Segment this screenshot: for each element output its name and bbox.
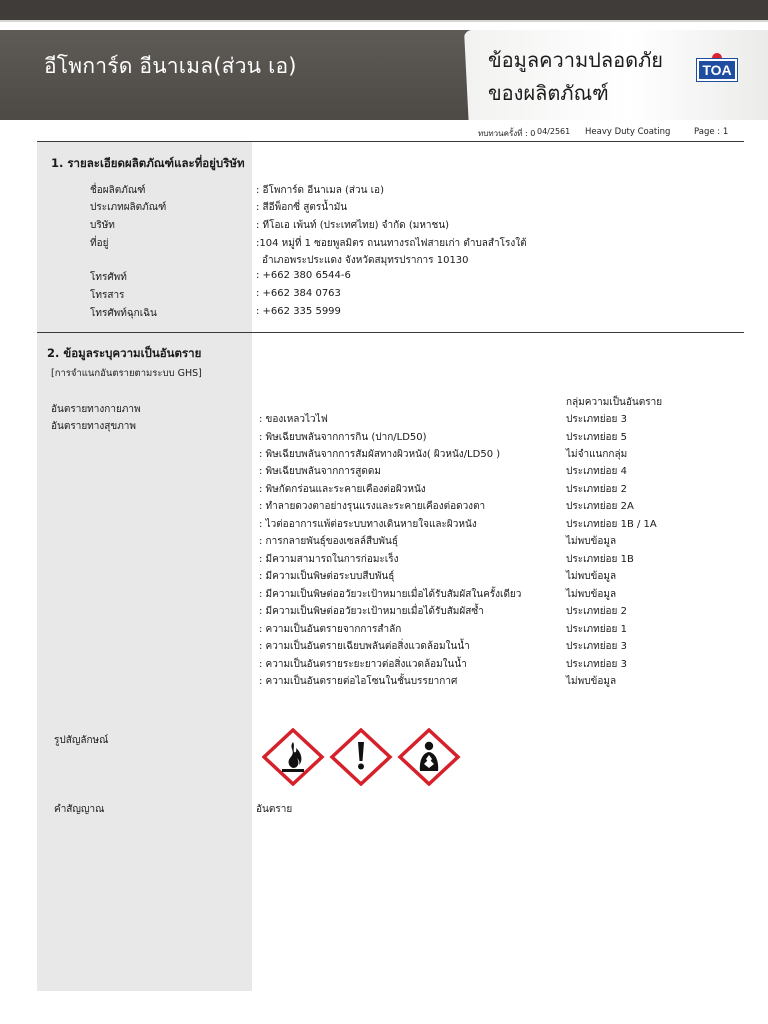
value-address-line2: อำเภอพระประแดง จังหวัดสมุทรปราการ 10130 — [262, 255, 469, 266]
hazard-category: ประเภทย่อย 3 — [566, 659, 627, 670]
value-product-name: : อีโพการ์ด อีนาเมล (ส่วน เอ) — [256, 185, 384, 196]
section2-top-rule — [37, 332, 744, 333]
page-number: Page : 1 — [694, 127, 729, 137]
value-company: : ทีโอเอ เพ้นท์ (ประเทศไทย) จำกัด (มหาชน) — [256, 220, 450, 231]
section2-title: 2. ข้อมูลระบุความเป็นอันตราย — [47, 346, 202, 360]
hazard-category: ประเภทย่อย 2A — [566, 501, 634, 512]
section1-title: 1. รายละเอียดผลิตภัณฑ์และที่อยู่บริษัท — [51, 156, 245, 170]
section2-subtitle: [การจำแนกอันตรายตามระบบ GHS] — [51, 368, 202, 379]
revision-date: 04/2561 — [537, 127, 571, 136]
hazard-category: ประเภทย่อย 1B / 1A — [566, 519, 657, 530]
value-product-type: : สีอีพ็อกซี่ สูตรน้ำมัน — [256, 202, 348, 213]
hazard-category: ประเภทย่อย 2 — [566, 606, 627, 617]
hazard-row: : ของเหลวไวไฟ — [259, 414, 328, 425]
hazard-row: : พิษเฉียบพลันจากการสูดดม — [259, 466, 381, 477]
value-telephone: : +662 380 6544-6 — [256, 270, 351, 281]
ghs-pictograms — [262, 728, 466, 786]
hazard-row: : พิษกัดกร่อนและระคายเคืองต่อผิวหนัง — [259, 484, 426, 495]
health-hazard-label: อันตรายทางสุขภาพ — [51, 421, 137, 432]
hazard-row: : การกลายพันธุ์ของเซลล์สืบพันธุ์ — [259, 536, 398, 547]
hazard-row: : ไวต่ออาการแพ้ต่อระบบทางเดินหายใจและผิวหนัง — [259, 519, 477, 530]
hazard-row: : ความเป็นอันตรายต่อไอโซนในชั้นบรรยากาศ — [259, 676, 458, 687]
hazard-category: ประเภทย่อย 3 — [566, 414, 627, 425]
hazard-category: ประเภทย่อย 2 — [566, 484, 627, 495]
value-address-line1: :104 หมู่ที่ 1 ซอยพูลมิตร ถนนทางรถไฟสายเก่า ตำบลสำโรงใต้ — [256, 238, 527, 249]
hazard-row: : มีความเป็นพิษต่ออวัยวะเป้าหมายเมื่อได้รับสัมผัสซ้ำ — [259, 606, 484, 617]
hazard-row: : พิษเฉียบพลันจากการกิน (ปาก/LD50) — [259, 432, 427, 443]
sds-title — [488, 44, 663, 110]
physical-hazard-label: อันตรายทางกายภาพ — [51, 404, 141, 415]
hazard-category: ประเภทย่อย 3 — [566, 641, 627, 652]
hazard-category: ไม่จำแนกกลุ่ม — [566, 449, 628, 460]
hazard-row: : ความเป็นอันตรายระยะยาวต่อสิ่งแวดล้อมในน้ำ — [259, 659, 467, 670]
hazard-category: ประเภทย่อย 1 — [566, 624, 627, 635]
signal-word-label: คำสัญญาณ — [54, 804, 105, 815]
label-column-background — [37, 141, 252, 991]
label-emergency-phone: โทรศัพท์ฉุกเฉิน — [90, 308, 157, 319]
signal-word-value: อันตราย — [256, 804, 293, 815]
label-address: ที่อยู่ — [90, 238, 109, 249]
hazard-row: : ความเป็นอันตรายจากการสำลัก — [259, 624, 402, 635]
value-fax: : +662 384 0763 — [256, 288, 341, 299]
revision-number: ทบทวนครั้งที่ : 0 — [478, 129, 536, 138]
logo-text: TOA — [697, 59, 737, 81]
hazard-category: ประเภทย่อย 5 — [566, 432, 627, 443]
pictogram-label: รูปสัญลักษณ์ — [54, 735, 109, 746]
flame-icon — [264, 730, 322, 784]
hazard-row: : ทำลายดวงตาอย่างรุนแรงและระคายเคืองต่อดวงตา — [259, 501, 486, 512]
sds-title-line1: ข้อมูลความปลอดภัย — [488, 48, 663, 72]
label-product-type: ประเภทผลิตภัณฑ์ — [90, 202, 167, 213]
label-company: บริษัท — [90, 220, 115, 231]
hazard-category: ประเภทย่อย 4 — [566, 466, 627, 477]
hazard-category: ไม่พบข้อมูล — [566, 589, 617, 600]
hazard-row: : มีความเป็นพิษต่ออวัยวะเป้าหมายเมื่อได้รับสัมผัสในครั้งเดียว — [259, 589, 522, 600]
hazard-row: : มีความสามารถในการก่อมะเร็ง — [259, 554, 399, 565]
label-telephone: โทรศัพท์ — [90, 272, 127, 283]
sds-title-line2: ของผลิตภัณฑ์ — [488, 81, 609, 105]
hazard-row: : ความเป็นอันตรายเฉียบพลันต่อสิ่งแวดล้อมในน้ำ — [259, 641, 470, 652]
label-product-name: ชื่อผลิตภัณฑ์ — [90, 185, 146, 196]
product-category: Heavy Duty Coating — [585, 127, 671, 137]
toa-logo — [697, 53, 737, 83]
top-divider — [0, 20, 768, 22]
hazard-row: : พิษเฉียบพลันจากการสัมผัสทางผิวหนัง( ผิวหนัง/LD50 ) — [259, 449, 501, 460]
hazard-category: ไม่พบข้อมูล — [566, 676, 617, 687]
hazard-row: : มีความเป็นพิษต่อระบบสืบพันธุ์ — [259, 571, 395, 582]
hazard-category: ประเภทย่อย 1B — [566, 554, 634, 565]
product-name-title: อีโพการ์ด อีนาเมล(ส่วน เอ) — [44, 54, 297, 78]
label-fax: โทรสาร — [90, 290, 125, 301]
hazard-category: ไม่พบข้อมูล — [566, 571, 617, 582]
section1-top-rule — [37, 141, 744, 142]
hazard-category: ไม่พบข้อมูล — [566, 536, 617, 547]
exclamation-icon — [332, 730, 390, 784]
top-bar — [0, 0, 768, 20]
health-hazard-icon — [400, 730, 458, 784]
hazard-category-header: กลุ่มความเป็นอันตราย — [566, 397, 663, 408]
value-emergency-phone: : +662 335 5999 — [256, 306, 341, 317]
